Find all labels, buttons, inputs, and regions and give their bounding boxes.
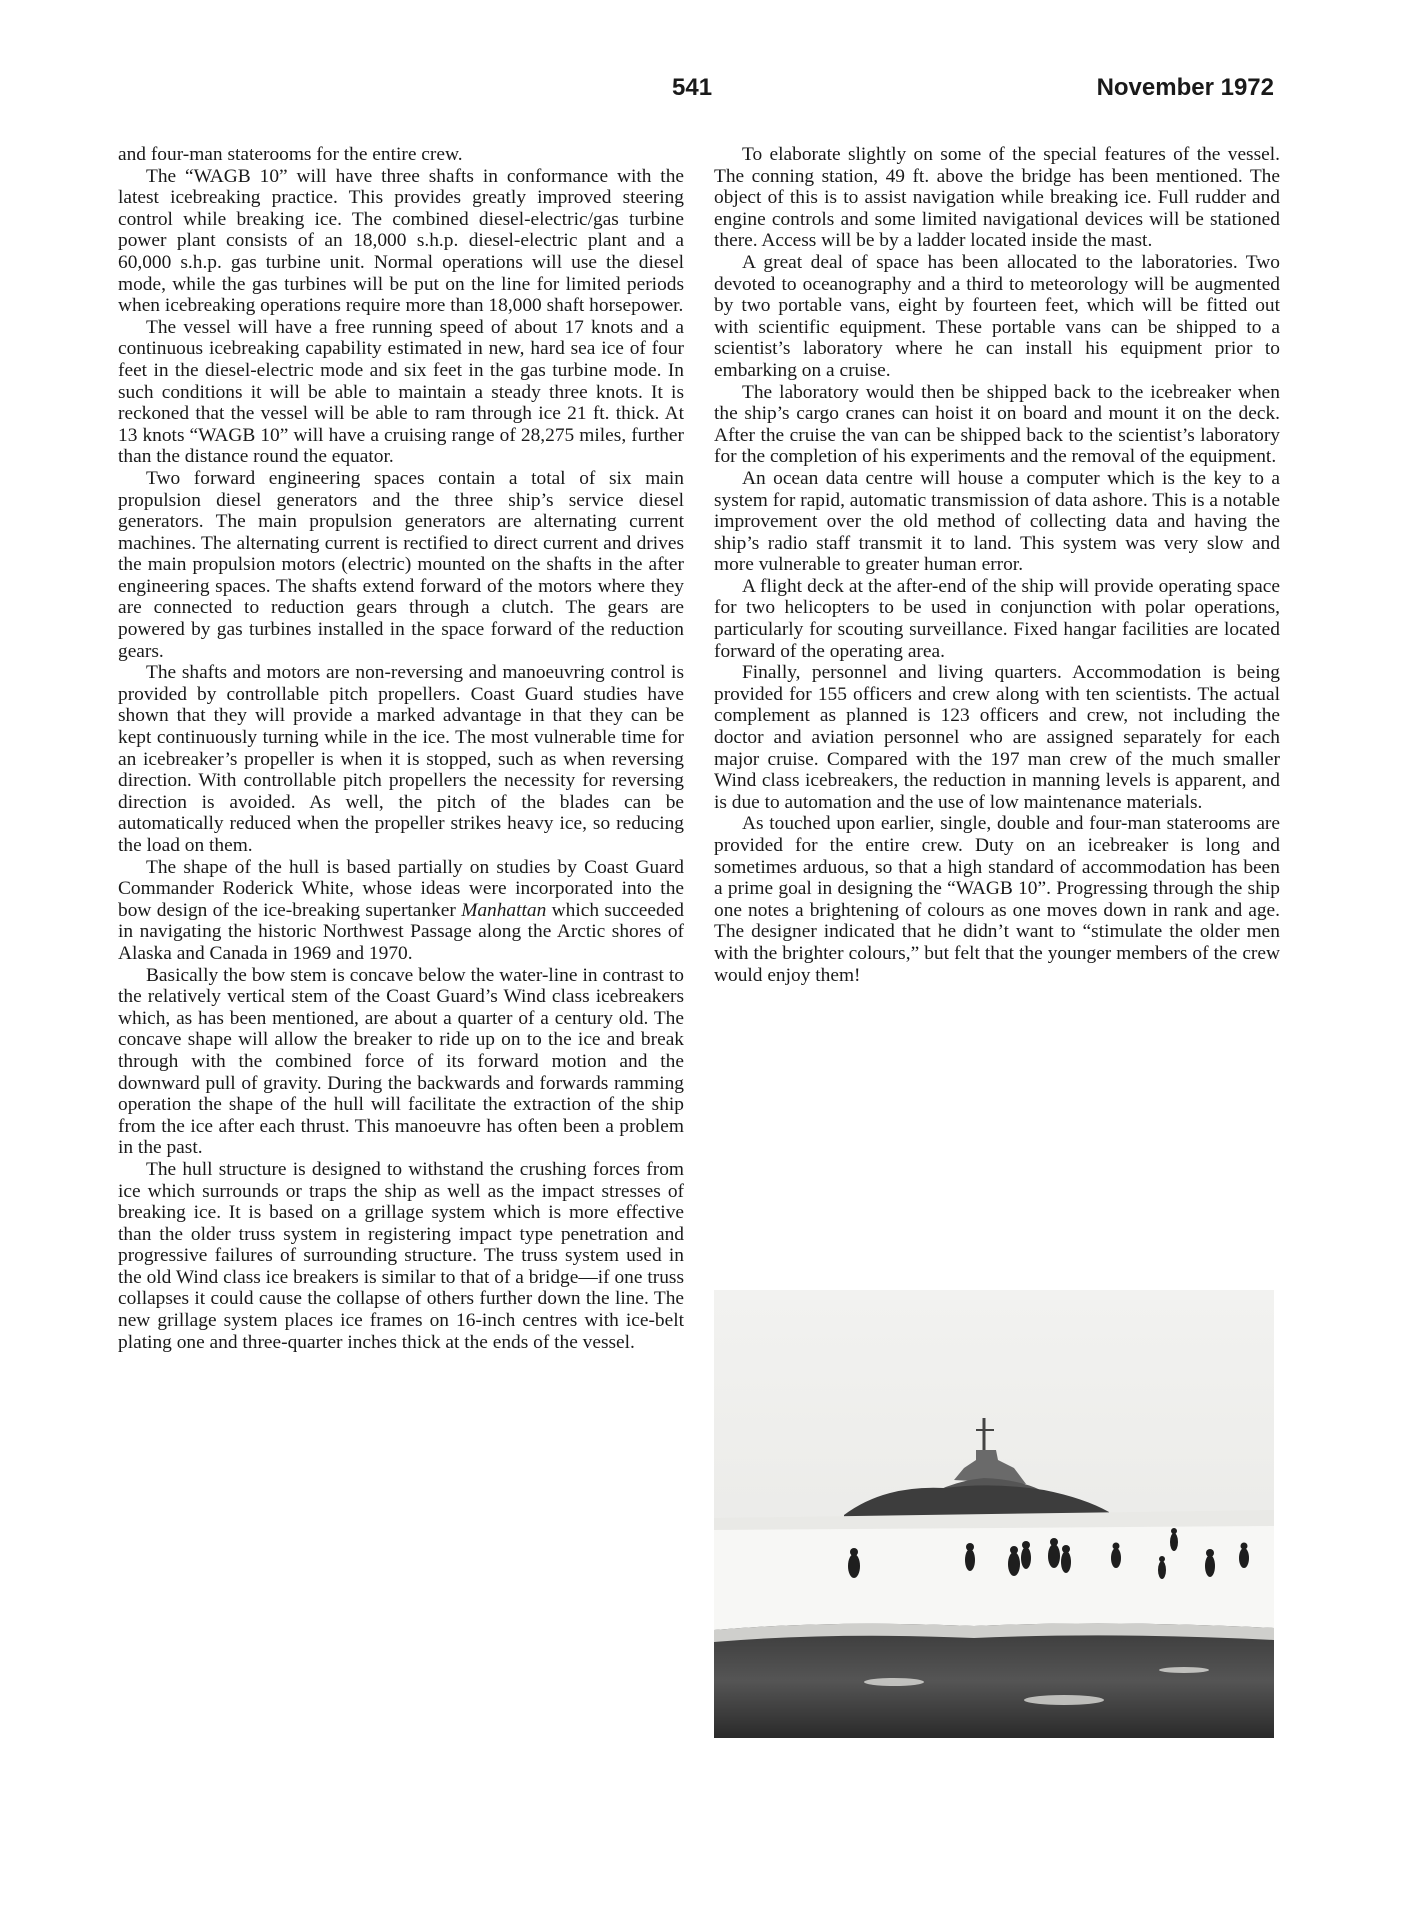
text-run: which succeeded in navigating the historic Northwest Passage along the Arctic shores of Alaska and Canada in 1969 and 1970. (118, 899, 685, 964)
left-column (118, 144, 684, 1353)
photo-illustration (714, 1290, 1274, 1738)
paragraph: Finally, personnel and living quarters. Accommodation is being provided for 155 officers and crew along with ten scientists. The actual complement as planned is 123 officers and crew, not including the doctor and aviation personnel who are assigned separately for each major cruise. Compared with the 197 man crew of the much smaller Wind class icebreakers, the reduction in manning levels is apparent, and is due to automation and the use of low maintenance materials. (714, 662, 1280, 813)
paragraph: Basically the bow stem is concave below the water-line in contrast to the relatively vertical stem of the Coast Guard’s Wind class icebreakers which, as has been mentioned, are about a quarter of a century old. The concave shape will allow the breaker to ride up on to the ice and break through with the combined force of its forward motion and the downward pull of gravity. During the backwards and forwards ramming operation the shape of the hull will facilitate the extraction of the ship from the ice after each thrust. This manoeuvre has often been a problem in the past. (118, 964, 684, 1159)
text-run: The shape of the hull is based partially on studies by Coast Guard Commander Roderick White, whose ideas were incorporated into the bow design of the ice-breaking supertanker (118, 856, 684, 921)
paragraph: A great deal of space has been allocated to the laboratories. Two devoted to oceanography and a third to meteorology will be augmented by two portable vans, eight by fourteen feet, which will be fitted out with scientific equipment. These portable vans can be shipped to a scientist’s laboratory where he can install his equipment prior to embarking on a cruise. (714, 251, 1280, 381)
paragraph: The hull structure is designed to withstand the crushing forces from ice which surrounds or traps the ship as well as the impact stresses of breaking ice. It is based on a grillage system which is more effective than the older truss system in registering impact type penetration and progressive failures of surrounding structure. The truss system used in the old Wind class ice breakers is similar to that of a bridge—if one truss collapses it could cause the collapse of others further down the line. The new grillage system places ice frames on 16-inch centres with ice-belt plating one and three-quarter inches thick at the ends of the vessel. (118, 1158, 684, 1353)
page-date: November 1972 (1096, 74, 1274, 101)
page-header (0, 74, 1412, 114)
paragraph: The vessel will have a free running speed of about 17 knots and a continuous icebreaking capability estimated in new, hard sea ice of four feet in the diesel-electric mode and six feet in the gas turbine mode. In such conditions it will be able to maintain a steady three knots. It is reckoned that the vessel will be able to ram through ice 21 ft. thick. At 13 knots “WAGB 10” will have a cruising range of 28,275 miles, further than the distance round the equator. (118, 316, 684, 468)
paragraph: An ocean data centre will house a computer which is the key to a system for rapid, automatic transmission of data ashore. This is a notable improvement over the old method of collecting data and having the ship’s radio staff transmit it to land. This system was very slow and more vulnerable to greater human error. (714, 467, 1280, 576)
open-water (714, 1623, 1274, 1738)
paragraph: The shafts and motors are non-reversing and manoeuvring control is provided by controllable pitch propellers. Coast Guard studies have shown that they will provide a marked advantage in that they can be kept continuously turning while in the ice. The most vulnerable time for an icebreaker’s propeller is when it is stopped, such as when reversing direction. With controllable pitch propellers the necessity for reversing direction is avoided. As well, the pitch of the blades can be automatically reduced when the propeller strikes heavy ice, so reducing the load on them. (118, 662, 684, 856)
paragraph: A flight deck at the after-end of the ship will provide operating space for two helicopters to be used in conjunction with polar operations, particularly for scouting surveillance. Fixed hangar facilities are located forward of the operating area. (714, 575, 1280, 662)
paragraph: and four-man staterooms for the entire crew. (118, 144, 463, 165)
paragraph: To elaborate slightly on some of the special features of the vessel. The conning station, 49 ft. above the bridge has been mentioned. The object of this is to assist navigation while breaking ice. Full rudder and engine controls and some limited navigational devices will be stationed there. Access will be by a ladder located inside the mast. (714, 144, 1280, 252)
paragraph: The laboratory would then be shipped back to the icebreaker when the ship’s cargo cranes can hoist it on board and mount it on the deck. After the cruise the van can be shipped back to the scientist’s laboratory for the completion of his experiments and the removal of the equipment. (714, 381, 1280, 468)
ship-name-italic: Manhattan (461, 899, 547, 921)
right-column (714, 144, 1280, 986)
paragraph: As touched upon earlier, single, double and four-man staterooms are provided for the entire crew. Duty on an icebreaker is long and sometimes arduous, so that a high standard of accommodation has been a prime goal in designing the “WAGB 10”. Progressing through the ship one notes a brightening of colours as one moves down in rank and age. The designer indicated that he didn’t want to “stimulate the older men with the brighter colours,” but felt that the younger members of the crew would enjoy them! (714, 813, 1280, 986)
paragraph: The “WAGB 10” will have three shafts in conformance with the latest icebreaking practice. This provides greatly improved steering control while breaking ice. The combined diesel-electric/gas turbine power plant consists of an 18,000 s.h.p. diesel-electric plant and a 60,000 s.h.p. gas turbine unit. Normal operations will use the diesel mode, while the gas turbines will be put on the line for limited periods when icebreaking operations require more than 18,000 shaft horsepower. (118, 165, 684, 317)
paragraph: Two forward engineering spaces contain a total of six main propulsion diesel generators and the three ship’s service diesel generators. The main propulsion generators are alternating current machines. The alternating current is rectified to direct current and drives the main propulsion motors (electric) mounted on the shafts in the after engineering spaces. The shafts extend forward of the motors where they are connected to reduction gears through a clutch. The gears are powered by gas turbines installed in the space forward of the reduction gears. (118, 467, 684, 662)
page-number: 541 (672, 74, 713, 101)
icebreaker-penguins-photo (714, 1290, 1274, 1738)
paragraph (118, 857, 684, 965)
